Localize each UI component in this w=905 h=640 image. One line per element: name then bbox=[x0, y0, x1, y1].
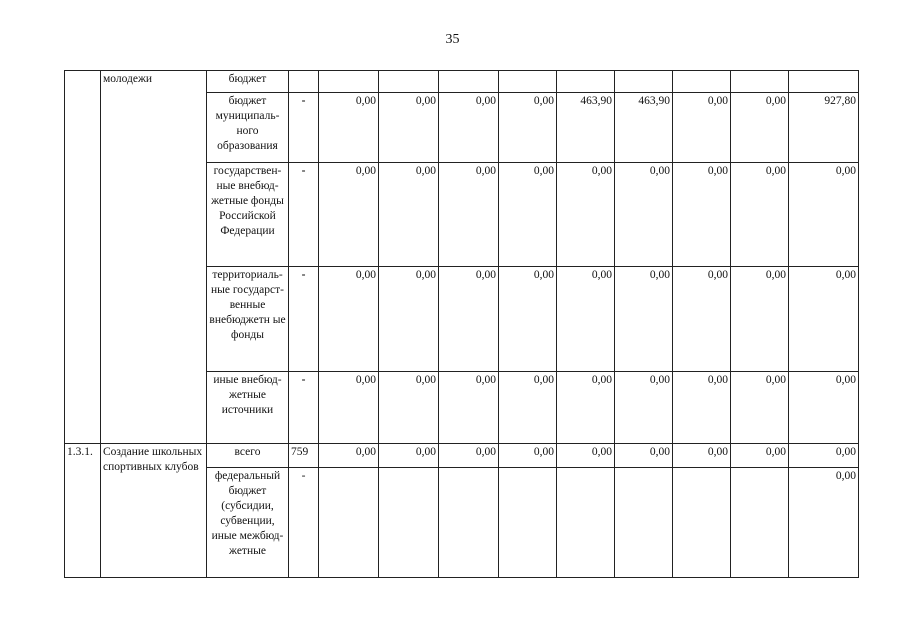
value-cell bbox=[673, 468, 731, 578]
value-cell: 0,00 bbox=[789, 468, 859, 578]
value-cell bbox=[731, 71, 789, 93]
value-cell: 0,00 bbox=[673, 444, 731, 468]
value-cell: 0,00 bbox=[673, 163, 731, 267]
value-cell: 0,00 bbox=[499, 444, 557, 468]
value-cell bbox=[673, 71, 731, 93]
code-cell: - bbox=[289, 93, 319, 163]
value-cell bbox=[499, 468, 557, 578]
value-cell: 0,00 bbox=[439, 444, 499, 468]
value-cell: 0,00 bbox=[319, 93, 379, 163]
value-cell bbox=[557, 71, 615, 93]
value-cell bbox=[379, 468, 439, 578]
value-cell bbox=[557, 468, 615, 578]
value-cell: 0,00 bbox=[731, 93, 789, 163]
section-name-cell: молодежи bbox=[101, 71, 207, 444]
value-cell: 0,00 bbox=[319, 372, 379, 444]
code-cell: - bbox=[289, 372, 319, 444]
value-cell: 0,00 bbox=[789, 372, 859, 444]
value-cell: 0,00 bbox=[439, 267, 499, 372]
value-cell bbox=[379, 71, 439, 93]
value-cell: 0,00 bbox=[319, 267, 379, 372]
value-cell: 0,00 bbox=[789, 444, 859, 468]
value-cell: 0,00 bbox=[615, 267, 673, 372]
value-cell: 0,00 bbox=[557, 444, 615, 468]
value-cell: 0,00 bbox=[379, 372, 439, 444]
value-cell: 0,00 bbox=[499, 163, 557, 267]
table-row bbox=[65, 444, 859, 468]
value-cell: 0,00 bbox=[379, 163, 439, 267]
code-cell: - bbox=[289, 163, 319, 267]
value-cell bbox=[615, 468, 673, 578]
value-cell bbox=[789, 71, 859, 93]
funding-source-cell: государствен-ные внебюд-жетные фонды Российской Федерации bbox=[207, 163, 289, 267]
value-cell bbox=[615, 71, 673, 93]
value-cell: 0,00 bbox=[379, 444, 439, 468]
value-cell: 0,00 bbox=[439, 93, 499, 163]
value-cell bbox=[439, 71, 499, 93]
value-cell bbox=[439, 468, 499, 578]
value-cell: 0,00 bbox=[789, 267, 859, 372]
value-cell: 0,00 bbox=[731, 444, 789, 468]
value-cell: 463,90 bbox=[615, 93, 673, 163]
value-cell: 927,80 bbox=[789, 93, 859, 163]
funding-source-cell: бюджет bbox=[207, 71, 289, 93]
value-cell: 0,00 bbox=[615, 444, 673, 468]
funding-source-cell: территориаль-ные государст-венные внебюджетн ые фонды bbox=[207, 267, 289, 372]
code-cell: - bbox=[289, 468, 319, 578]
item-number-cell bbox=[65, 71, 101, 444]
value-cell: 0,00 bbox=[499, 93, 557, 163]
value-cell: 0,00 bbox=[439, 372, 499, 444]
value-cell: 0,00 bbox=[789, 163, 859, 267]
value-cell: 0,00 bbox=[615, 163, 673, 267]
value-cell: 0,00 bbox=[731, 267, 789, 372]
value-cell: 0,00 bbox=[731, 163, 789, 267]
value-cell: 0,00 bbox=[379, 267, 439, 372]
item-number-cell: 1.3.1. bbox=[65, 444, 101, 578]
funding-source-cell: всего bbox=[207, 444, 289, 468]
value-cell: 0,00 bbox=[673, 372, 731, 444]
value-cell: 0,00 bbox=[615, 372, 673, 444]
value-cell: 0,00 bbox=[379, 93, 439, 163]
value-cell: 0,00 bbox=[557, 163, 615, 267]
value-cell: 0,00 bbox=[499, 267, 557, 372]
value-cell: 0,00 bbox=[319, 444, 379, 468]
funding-source-cell: иные внебюд-жетные источники bbox=[207, 372, 289, 444]
funding-source-cell: федеральный бюджет (субсидии, субвенции, иные межбюд-жетные bbox=[207, 468, 289, 578]
value-cell: 0,00 bbox=[439, 163, 499, 267]
page-number: 35 bbox=[445, 32, 460, 47]
value-cell: 463,90 bbox=[557, 93, 615, 163]
value-cell: 0,00 bbox=[319, 163, 379, 267]
budget-table bbox=[64, 70, 859, 578]
funding-source-cell: бюджет муниципаль-ного образования bbox=[207, 93, 289, 163]
value-cell: 0,00 bbox=[673, 267, 731, 372]
value-cell: 0,00 bbox=[557, 267, 615, 372]
value-cell: 0,00 bbox=[499, 372, 557, 444]
code-cell: - bbox=[289, 267, 319, 372]
value-cell bbox=[499, 71, 557, 93]
value-cell bbox=[319, 71, 379, 93]
value-cell: 0,00 bbox=[673, 93, 731, 163]
code-cell bbox=[289, 71, 319, 93]
value-cell: 0,00 bbox=[557, 372, 615, 444]
table-row bbox=[65, 71, 859, 93]
value-cell bbox=[319, 468, 379, 578]
item-name-cell: Создание школьных спортивных клубов bbox=[101, 444, 207, 578]
code-cell: 759 bbox=[289, 444, 319, 468]
value-cell bbox=[731, 468, 789, 578]
value-cell: 0,00 bbox=[731, 372, 789, 444]
